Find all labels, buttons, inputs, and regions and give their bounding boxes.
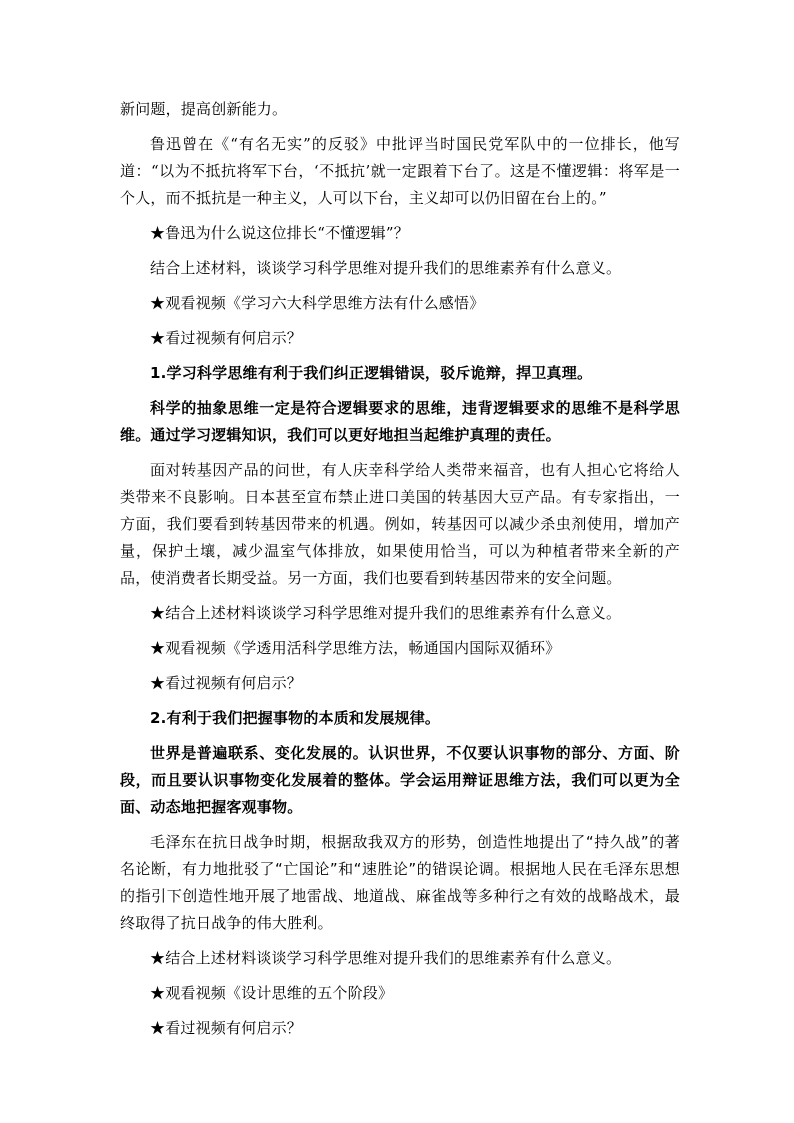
question-significance-2: ★结合上述材料谈谈学习科学思维对提升我们的思维素养有什么意义。	[150, 604, 622, 622]
bold-explanation-2: 世界是普遍联系、变化发展的。认识世界，不仅要认识事物的部分、方面、阶段，而且要认识事物变化发展着的整体。学会运用辩证思维方法，我们可以更为全面、动态地把握客观事物。	[120, 744, 680, 816]
heading-point-2: 2.有利于我们把握事物的本质和发展规律。	[150, 709, 441, 727]
question-significance-1: 结合上述材料，谈谈学习科学思维对提升我们的思维素养有什么意义。	[150, 259, 622, 277]
video-question-3: ★看过视频有何启示？	[150, 1019, 303, 1037]
bold-explanation-1: 科学的抽象思维一定是符合逻辑要求的思维，违背逻辑要求的思维不是科学思维。通过学习逻辑知识，我们可以更好地担当起维护真理的责任。	[120, 399, 680, 444]
question-significance-3: ★结合上述材料谈谈学习科学思维对提升我们的思维素养有什么意义。	[150, 949, 622, 967]
document-page	[120, 96, 680, 1050]
video-prompt-3: ★观看视频《设计思维的五个阶段》	[150, 984, 394, 1002]
material-maozedong: 毛泽东在抗日战争时期，根据敌我双方的形势，创造性地提出了“持久战”的著名论断，有力地批驳了“亡国论”和“速胜论”的错误论调。根据地人民在毛泽东思想的指引下创造性地开展了地雷战、地道战、麻雀战等多种行之有效的战略战术，最终取得了抗日战争的伟大胜利。	[120, 833, 680, 932]
video-question-1: ★看过视频有何启示？	[150, 329, 303, 347]
video-question-2: ★看过视频有何启示？	[150, 674, 303, 692]
video-prompt-2: ★观看视频《学透用活科学思维方法，畅通国内国际双循环》	[150, 639, 561, 657]
question-luxun: ★鲁迅为什么说这位排长“不懂逻辑”？	[150, 224, 409, 242]
material-gmo: 面对转基因产品的问世，有人庆幸科学给人类带来福音，也有人担心它将给人类带来不良影响。日本甚至宣布禁止进口美国的转基因大豆产品。有专家指出，一方面，我们要看到转基因带来的机遇。例如，转基因可以减少杀虫剂使用，增加产量，保护土壤，减少温室气体排放，如果使用恰当，可以为种植者带来全新的产品，使消费者长期受益。另一方面，我们也要看到转基因带来的安全问题。	[120, 461, 680, 587]
paragraph-luxun-quote: 鲁迅曾在《“有名无实”的反驳》中批评当时国民党军队中的一位排长，他写道：“以为不抵抗将军下台，‘不抵抗’就一定跟着下台了。这是不懂逻辑：将军是一个人，而不抵抗是一种主义，人可以下台，主义却可以仍旧留在台上的。”	[120, 135, 680, 207]
paragraph-continuation: 新问题，提高创新能力。	[120, 100, 288, 118]
heading-point-1: 1.学习科学思维有利于我们纠正逻辑错误，驳斥诡辩，捍卫真理。	[150, 364, 593, 382]
video-prompt-1: ★观看视频《学习六大科学思维方法有什么感悟》	[150, 294, 485, 312]
